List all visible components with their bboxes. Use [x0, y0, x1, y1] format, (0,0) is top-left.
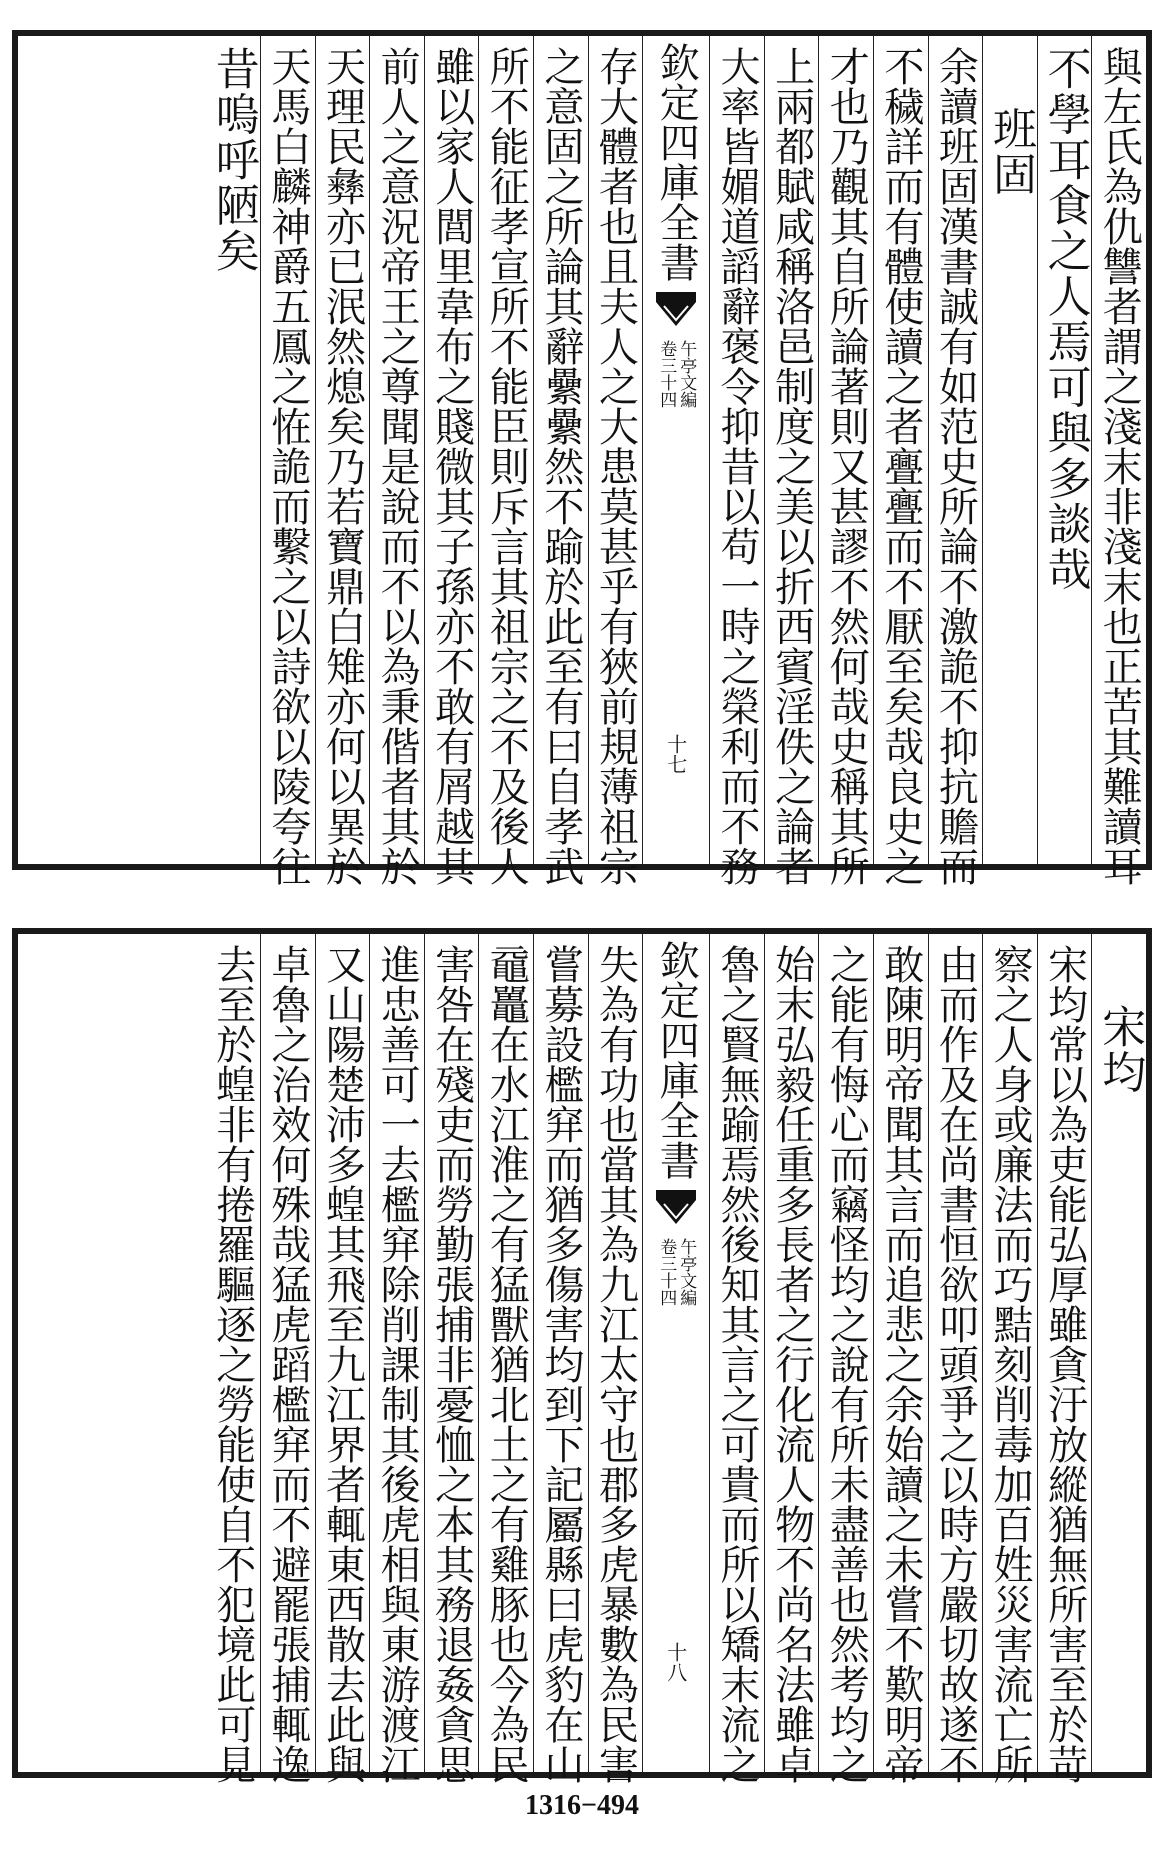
text-column: 才也乃觀其自所論著則又甚謬不然何哉史稱其所 [818, 36, 873, 864]
text-column: 敢陳明帝聞其言而追悲之余始讀之未嘗不歎明帝 [873, 934, 928, 1772]
folio-number: 十八 [663, 1642, 688, 1682]
text-column: 之能有悔心而竊怪均之說有所未盡善也然考均之 [818, 934, 873, 1772]
text-column: 雖以家人閭里韋布之賤微其子孫亦不敢有屑越其 [424, 36, 479, 864]
fish-tail-icon [656, 292, 696, 336]
text-column: 黿鼉在水江淮之有猛獸猶北土之有雞豚也今為民 [478, 934, 533, 1772]
collection-title: 欽定四庫全書 [653, 940, 700, 1180]
section-heading-column [982, 36, 1037, 864]
text-column: 上兩都賦咸稱洛邑制度之美以折西賓淫佚之論者 [764, 36, 819, 864]
text-column: 之意固之所論其辭纍纍然不踰於此至有曰自孝武 [533, 36, 588, 864]
text-column: 卓魯之治效何殊哉猛虎蹈檻穽而不避罷張捕輒逸 [260, 934, 315, 1772]
text-column: 由而作及在尚書恒欲叩頭爭之以時方嚴切故遂不 [928, 934, 983, 1772]
folio-number: 十七 [663, 734, 688, 774]
text-column: 嘗募設檻穽而猶多傷害均到下記屬縣曰虎豹在山 [533, 934, 588, 1772]
text-column: 不穢詳而有體使讀之者亹亹而不厭至矣哉良史之 [873, 36, 928, 864]
text-column: 所不能征孝宣所不能臣則斥言其祖宗之不及後人 [478, 36, 533, 864]
text-column: 與左氏為仇讐者謂之淺末非淺末也正苦其難讀耳 [1091, 36, 1146, 864]
text-column: 失為有功也當其為九江太守也郡多虎暴數為民害 [588, 934, 643, 1772]
text-column: 昔嗚呼陋矣 [207, 46, 259, 274]
text-column: 存大體者也且夫人之大患莫甚乎有狹前規薄祖宗 [588, 36, 643, 864]
text-column: 始末弘毅任重多長者之行化流人物不尚名法雖卓 [764, 934, 819, 1772]
fish-tail-icon [656, 1190, 696, 1234]
bottom-page-columns [18, 934, 1146, 1784]
center-fold-column [642, 934, 709, 1772]
volume-number: 卷三十四 [656, 340, 677, 408]
top-page-scan [12, 30, 1152, 886]
text-column: 前人之意況帝王之尊聞是說而不以為秉偕者其於 [369, 36, 424, 864]
text-column: 進忠善可一去檻穽除削課制其後虎相與東游渡江 [369, 934, 424, 1772]
top-page-columns [18, 36, 1146, 886]
section-heading: 班固 [985, 106, 1037, 197]
section-heading: 宋均 [1094, 1004, 1146, 1095]
text-column: 察之人身或廉法而巧黠刻削毒加百姓災害流亡所 [982, 934, 1037, 1772]
book-title: 午亭文編 [676, 340, 697, 408]
collection-title: 欽定四庫全書 [653, 42, 700, 282]
text-column: 害咎在殘吏而勞勤張捕非憂恤之本其務退姦貪思 [424, 934, 479, 1772]
page-number-label: 1316−494 [525, 1790, 639, 1821]
section-heading-column [1091, 934, 1146, 1772]
center-fold-column [642, 36, 709, 864]
book-title: 午亭文編 [676, 1238, 697, 1306]
text-column: 天理民彝亦已泯然熄矣乃若寶鼎白雉亦何以異於 [315, 36, 370, 864]
text-column: 魯之賢無踰焉然後知其言之可貴而所以矯末流之 [709, 934, 764, 1772]
text-column: 不學耳食之人焉可與多談哉 [1037, 36, 1092, 864]
volume-number: 卷三十四 [656, 1238, 677, 1306]
book-meta [657, 1238, 695, 1306]
text-column: 大率皆媚道謟辭褒令抑昔以苟一時之榮利而不務 [709, 36, 764, 864]
text-column: 天馬白麟神爵五鳳之恠詭而繫之以詩欲以陵夸往 [260, 36, 315, 864]
text-column: 宋均常以為吏能弘厚雖貪汙放縱猶無所害至於苛 [1037, 934, 1092, 1772]
text-column: 去至於蝗非有捲羅驅逐之勞能使自不犯境此可見 [209, 944, 256, 1784]
text-column: 余讀班固漢書誠有如范史所論不激詭不抑抗贍而 [928, 36, 983, 864]
text-column: 又山陽楚沛多蝗其飛至九江界者輒東西散去此與 [315, 934, 370, 1772]
bottom-page-scan [12, 928, 1152, 1784]
book-meta [657, 340, 695, 408]
